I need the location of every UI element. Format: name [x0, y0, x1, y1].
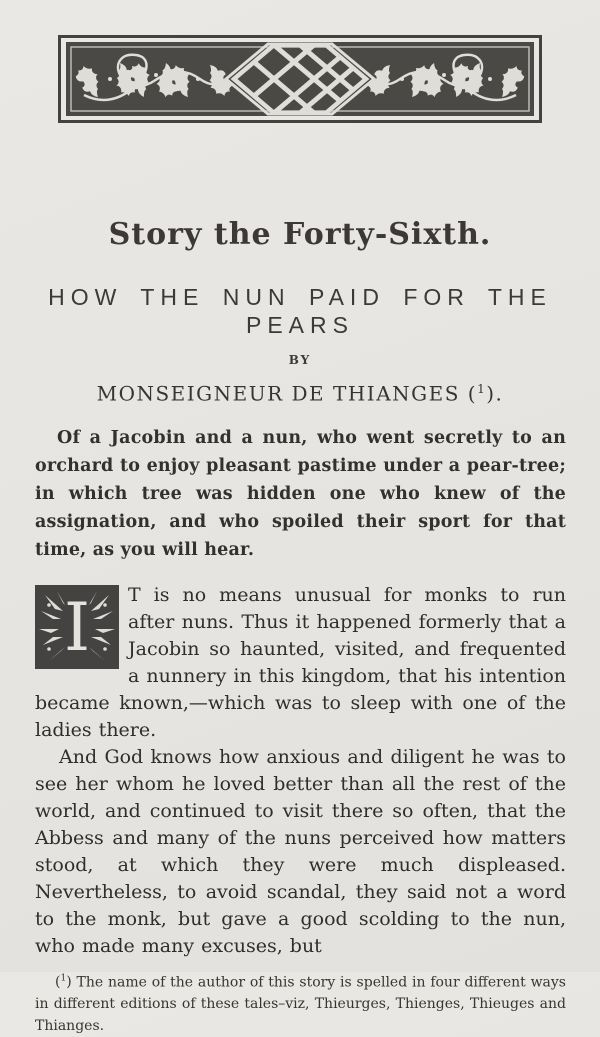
- body-paragraph-1: T is no means unusual for monks to run after nuns. Thus it happened formerly that a Jacobin so haunted, visited, and frequented a nunnery in this kingdom, that his intention became known,—which was to sleep with one of the ladies there.: [35, 583, 566, 741]
- author-footnote-ref: 1: [477, 382, 487, 396]
- body-paragraph-2: And God knows how anxious and diligent he was to see her whom he loved better than all the rest of the world, and continued to visit there so often, that the Abbess and many of the nuns perceived how matters stood, at which they were much displeased. Nevertheless, to avoid scandal, they said not a word to the monk, but gave a good scolding to the nun, who made many excuses, but: [35, 745, 566, 957]
- story-body: [35, 582, 566, 960]
- story-title: HOW THE NUN PAID FOR THE PEARS: [48, 284, 552, 338]
- drop-cap-initial: [35, 585, 119, 669]
- author-name: MONSEIGNEUR DE THIANGES (: [96, 381, 478, 406]
- story-number-heading: Story the Forty-Sixth.: [108, 217, 492, 252]
- footnote: [35, 968, 566, 1037]
- book-page: [0, 35, 600, 1035]
- author-line: [0, 377, 600, 406]
- story-argument: Of a Jacobin and a nun, who went secretly to an orchard to enjoy pleasant pastime under a pear-tree; in which tree was hidden one who knew of the assignation, and who spoiled their sport for that time, as you will hear.: [35, 427, 566, 560]
- drop-cap-letter: I: [63, 588, 91, 666]
- headpiece-ornament-banner: [58, 35, 542, 123]
- footnote-text: The name of the author of this story is spelled in four different ways in different editions of these tales–viz, Thieurges, Thienges, Thieuges and Thianges.: [35, 974, 566, 1035]
- byline-label: BY: [288, 353, 312, 367]
- footnote-marker: ($^1$): [55, 973, 77, 991]
- author-line-suffix: ).: [486, 381, 504, 406]
